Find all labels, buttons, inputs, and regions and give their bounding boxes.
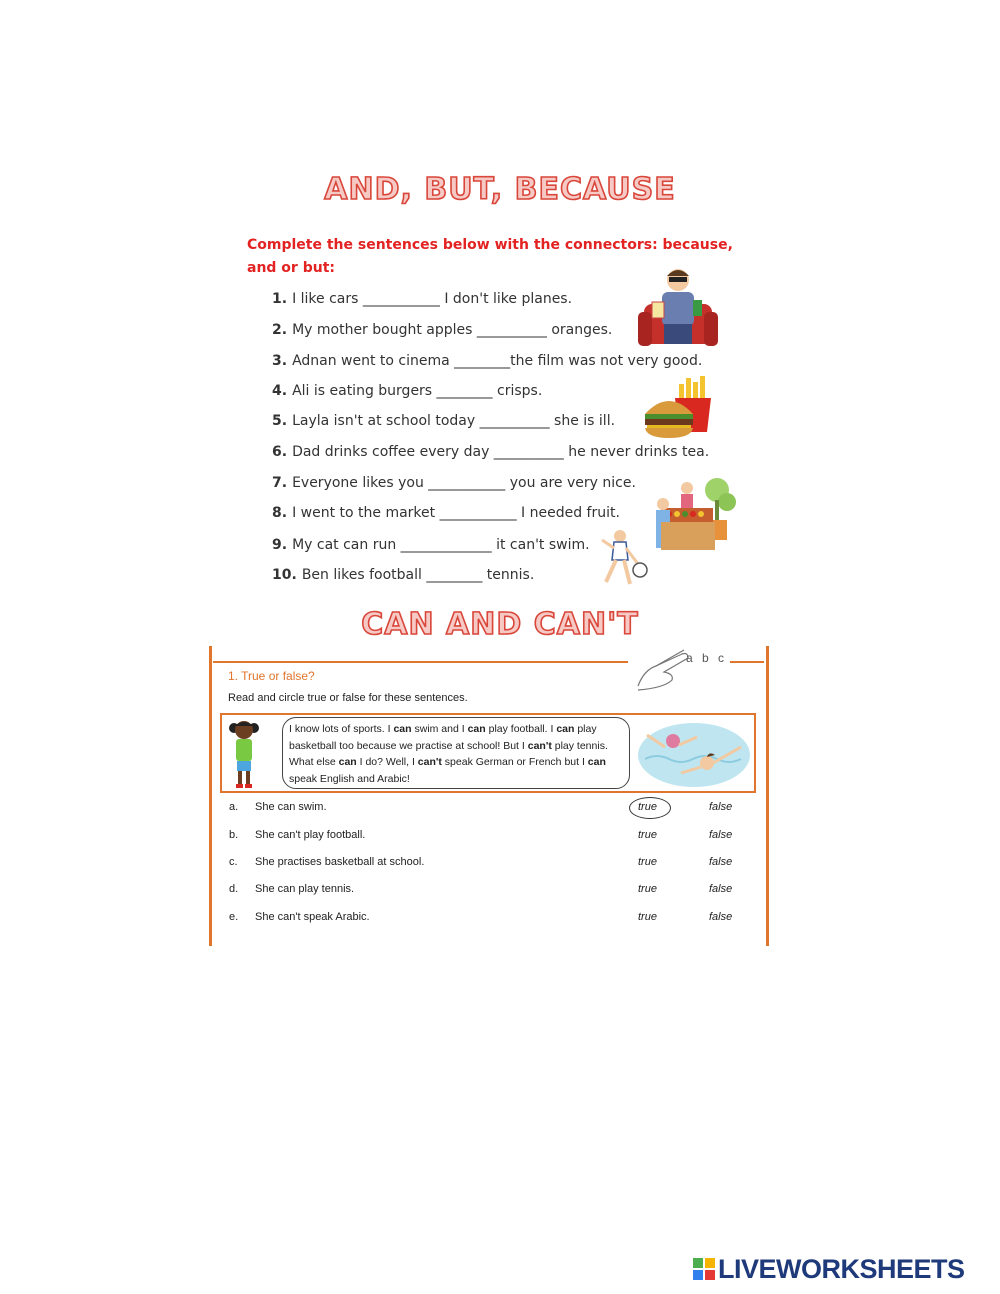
story-text: play basketball too because we practise at school! But I [289,723,597,752]
question-letter: e. [229,911,239,923]
sentence-item [272,444,709,460]
sentence-text: I went to the market ___________ I needed fruit. [292,505,620,521]
sentence-number: 4. [272,383,288,399]
question-letter: c. [229,856,238,868]
sentence-number: 6. [272,444,288,460]
section2-title: CAN AND CAN'T [361,607,639,642]
question-letter: a. [229,801,239,813]
sentence-number: 2. [272,322,288,338]
question-text: She can't play football. [255,829,366,841]
sentence-text: Everyone likes you ___________ you are very nice. [292,475,636,491]
story-text: I do? Well, I [356,756,418,768]
false-option[interactable]: false [709,883,733,895]
sentence-number: 3. [272,353,288,369]
sentence-item [272,291,572,307]
sentence-item [272,383,542,399]
question-letter: d. [229,883,239,895]
false-option[interactable]: false [709,856,733,868]
true-false-instructions: Read and circle true or false for these sentences. [228,692,468,704]
true-option[interactable]: true [638,911,657,923]
story-text: speak English and Arabic! [289,772,410,785]
frame-left-border [209,646,212,946]
true-option[interactable]: true [638,829,657,841]
frame-top-line-right [730,661,764,663]
swimming-illustration [637,717,751,789]
story-text: play football. I [485,723,557,735]
girl-illustration [226,716,262,790]
true-option[interactable]: true [638,883,657,895]
sentence-item [272,413,615,429]
sentence-text: Ben likes football ________ tennis. [301,567,535,583]
abc-label: a b c [686,651,728,665]
section1-title: AND, BUT, BECAUSE [324,172,676,207]
market-stall-illustration [647,474,737,558]
sentence-item [272,353,702,369]
sentence-item [272,322,612,338]
sentence-number: 1. [272,291,288,307]
sentence-text: My cat can run _____________ it can't swim. [292,537,590,553]
tennis-player-illustration [594,528,652,594]
false-option[interactable]: false [709,829,733,841]
question-text: She practises basketball at school. [255,856,425,868]
sentence-text: My mother bought apples __________ oranges. [292,322,613,338]
sentence-text: Dad drinks coffee every day __________ he never drinks tea. [292,444,710,460]
story-text: play tennis. What else [289,739,608,768]
question-letter: b. [229,829,239,841]
sentence-text: Adnan went to cinema ________the film was not very good. [292,353,703,369]
true-false-heading: 1. True or false? [228,669,315,683]
burger-fries-illustration [643,370,715,442]
true-option[interactable]: true [638,801,657,813]
false-option[interactable]: false [709,801,733,813]
frame-top-line [213,661,628,663]
question-text: She can swim. [255,801,327,813]
sentence-text: I like cars ___________ I don't like planes. [292,291,573,307]
story-keyword: can [338,756,357,768]
false-option[interactable]: false [709,911,733,923]
sentence-item [272,537,590,553]
story-text: I know lots of sports. I [289,723,394,735]
sentence-text: Ali is eating burgers ________ crisps. [292,383,543,399]
cinema-man-illustration [638,262,718,350]
speech-bubble [282,717,630,789]
true-option[interactable]: true [638,856,657,868]
question-text: She can't speak Arabic. [255,911,370,923]
story-keyword: can [467,723,486,735]
sentence-number: 10. [272,567,297,583]
story-keyword: can [393,723,412,735]
frame-right-border [766,646,769,946]
question-text: She can play tennis. [255,883,355,895]
sentence-item [272,567,534,583]
liveworksheets-logo-icon [693,1258,715,1280]
story-keyword: can [587,756,606,768]
story-text: speak German or French but I [441,756,588,768]
sentence-item [272,505,620,521]
sentence-number: 8. [272,505,288,521]
story-keyword: can't [417,756,442,768]
liveworksheets-logo-text: LIVEWORKSHEETS [718,1254,965,1284]
section1-instructions: Complete the sentences below with the connectors: because, and or but: [247,237,733,276]
story-keyword: can't [527,739,552,752]
sentence-number: 7. [272,475,288,491]
sentence-item [272,475,636,491]
sentence-text: Layla isn't at school today __________ she is ill. [292,413,616,429]
sentence-number: 9. [272,537,288,553]
sentence-number: 5. [272,413,288,429]
story-text: swim and I [411,723,468,735]
story-keyword: can [556,723,575,735]
